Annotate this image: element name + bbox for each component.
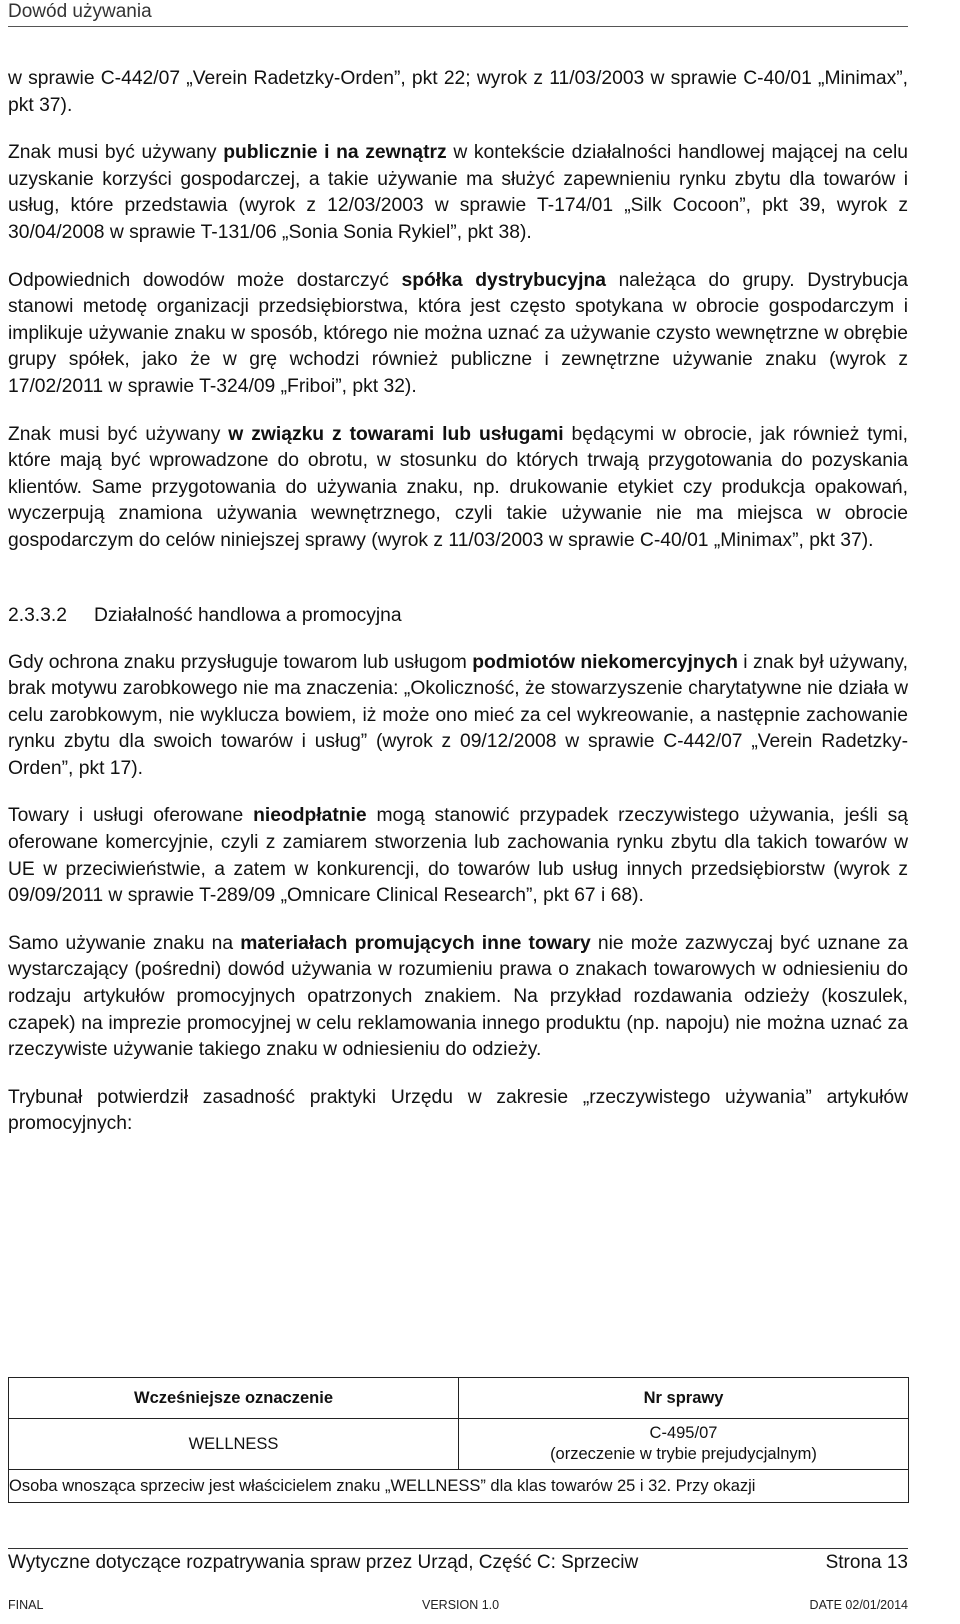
case-note: (orzeczenie w trybie prejudycjalnym) <box>550 1445 817 1463</box>
version-label: VERSION 1.0 <box>422 1598 500 1612</box>
paragraph-goods-services: Znak musi być używany w związku z towarami lub usługami będącymi w obrocie, jak również tymi, które mają być wprowadzone do obrotu, w stosunku do których trwają przygotowania do pozyskania klientów. Same przygotowania do używania znaku, np. drukowanie etykiet czy produkcja opakowań, wyczerpują znamiona używania wewnętrznego, czyli takie używanie nie ma miejsca w obrocie gospodarczym do celów niniejszej sprawy (wyrok z 11/03/2003 w sprawie C-40/01 „Minimax”, pkt 37). <box>8 423 908 551</box>
page-header <box>8 0 908 27</box>
section-title: Działalność handlowa a promocyjna <box>94 604 402 626</box>
emphasis-promotional: materiałach promujących inne towary <box>240 932 591 954</box>
table-cell-mark: WELLNESS <box>9 1419 459 1470</box>
footer-page-number: Strona 13 <box>825 1552 908 1573</box>
status-label: FINAL <box>8 1598 44 1612</box>
paragraph-promotional: Samo używanie znaku na materiałach promujących inne towary nie może zazwyczaj być uznane za wystarczający (pośredni) dowód używania w rozumieniu prawa o znakach towarowych w odniesieniu do rodzaju artykułów promocyjnych opatrzonych znakiem. Na przykład rozdawania odzieży (koszulek, czapek) na imprezie promocyjnej w celu reklamowania innego produktu (np. napoju) nie można uznać za rzeczywiste używanie takiego znaku w odniesieniu do odzieży. <box>8 932 908 1061</box>
paragraph-free-goods: Towary i usługi oferowane nieodpłatnie mogą stanowić przypadek rzeczywistego używania, jeśli są oferowane komercyjnie, czyli z zamiarem stworzenia lub zachowania rynku zbytu dla takich towarów w UE w przeciwieństwie, a zatem w konkurencji, do towarów lub usług innych przedsiębiorstw (wyrok z 09/09/2011 w sprawie T-289/09 „Omnicare Clinical Research”, pkt 67 i 68). <box>8 805 908 907</box>
table-note: Osoba wnosząca sprzeciw jest właścicielem znaku „WELLNESS” dla klas towarów 25 i 32. Przy okazji <box>9 1470 909 1503</box>
emphasis-free: nieodpłatnie <box>253 805 367 827</box>
date-label: DATE 02/01/2014 <box>809 1598 908 1612</box>
page-footer <box>8 1548 908 1577</box>
table-cell-case <box>459 1419 909 1470</box>
table-header-row <box>9 1378 909 1419</box>
paragraph-tribunal: Trybunał potwierdził zasadność praktyki Urzędu w zakresie „rzeczywistego używania” artykułów promocyjnych: <box>8 1086 908 1135</box>
section-heading <box>8 603 908 629</box>
table-note-row <box>9 1470 909 1503</box>
paragraph-non-commercial: Gdy ochrona znaku przysługuje towarom lub usługom podmiotów niekomercyjnych i znak był używany, brak motywu zarobkowego nie ma znaczenia: „Okoliczność, że stowarzyszenie charytatywne nie działa w celu zarobkowym, nie wyklucza bowiem, iż może ono mieć za cel wykreowanie, a następnie zachowanie rynku zbytu dla swoich towarów i usług” (wyrok z 09/12/2008 w sprawie C-442/07 „Verein Radetzky-Orden”, pkt 17). <box>8 651 909 779</box>
section-number: 2.3.3.2 <box>8 604 67 626</box>
footer-title: Wytyczne dotyczące rozpatrywania spraw przez Urząd, Część C: Sprzeciw <box>8 1552 639 1573</box>
case-number: C-495/07 <box>649 1424 718 1442</box>
case-table <box>8 1377 909 1503</box>
emphasis-distribution: spółka dystrybucyjna <box>401 269 606 291</box>
document-meta <box>8 1594 908 1616</box>
paragraph-distribution: Odpowiednich dowodów może dostarczyć spółka dystrybucyjna należąca do grupy. Dystrybucja stanowi metodę organizacji przedsiębiorstwa, która jest często spotykana w obrocie gospodarczym i implikuje używanie znaku w sposób, którego nie można uznać za używanie czysto wewnętrzne w obrębie grupy spółek, jako że w grę wchodzi również publiczne i zewnętrzne używanie znaku (wyrok z 17/02/2011 w sprawie T-324/09 „Friboi”, pkt 32). <box>8 269 908 397</box>
table-row <box>9 1419 909 1470</box>
table-header-case-number: Nr sprawy <box>459 1378 909 1419</box>
header-title: Dowód używania <box>8 1 152 22</box>
emphasis-non-commercial: podmiotów niekomercyjnych <box>472 651 738 673</box>
emphasis-goods: w związku z towarami lub usługami <box>228 423 564 445</box>
paragraph-public-use: Znak musi być używany publicznie i na zewnątrz w kontekście działalności handlowej mającej na celu uzyskanie korzyści gospodarczej, a takie używanie ma służyć zapewnieniu rynku zbytu dla towarów i usług, które przedstawia (wyrok z 12/03/2003 w sprawie T-174/01 „Silk Cocoon”, pkt 39, wyrok z 30/04/2008 w sprawie T-131/06 „Sonia Sonia Rykiel”, pkt 38). <box>8 142 908 243</box>
document-body <box>8 66 908 1138</box>
table-header-earlier-mark: Wcześniejsze oznaczenie <box>9 1378 459 1419</box>
emphasis-public: publicznie i na zewnątrz <box>223 142 447 164</box>
paragraph-continuation: w sprawie C-442/07 „Verein Radetzky-Orden”, pkt 22; wyrok z 11/03/2003 w sprawie C-40/01 „Minimax”, pkt 37). <box>8 68 908 116</box>
